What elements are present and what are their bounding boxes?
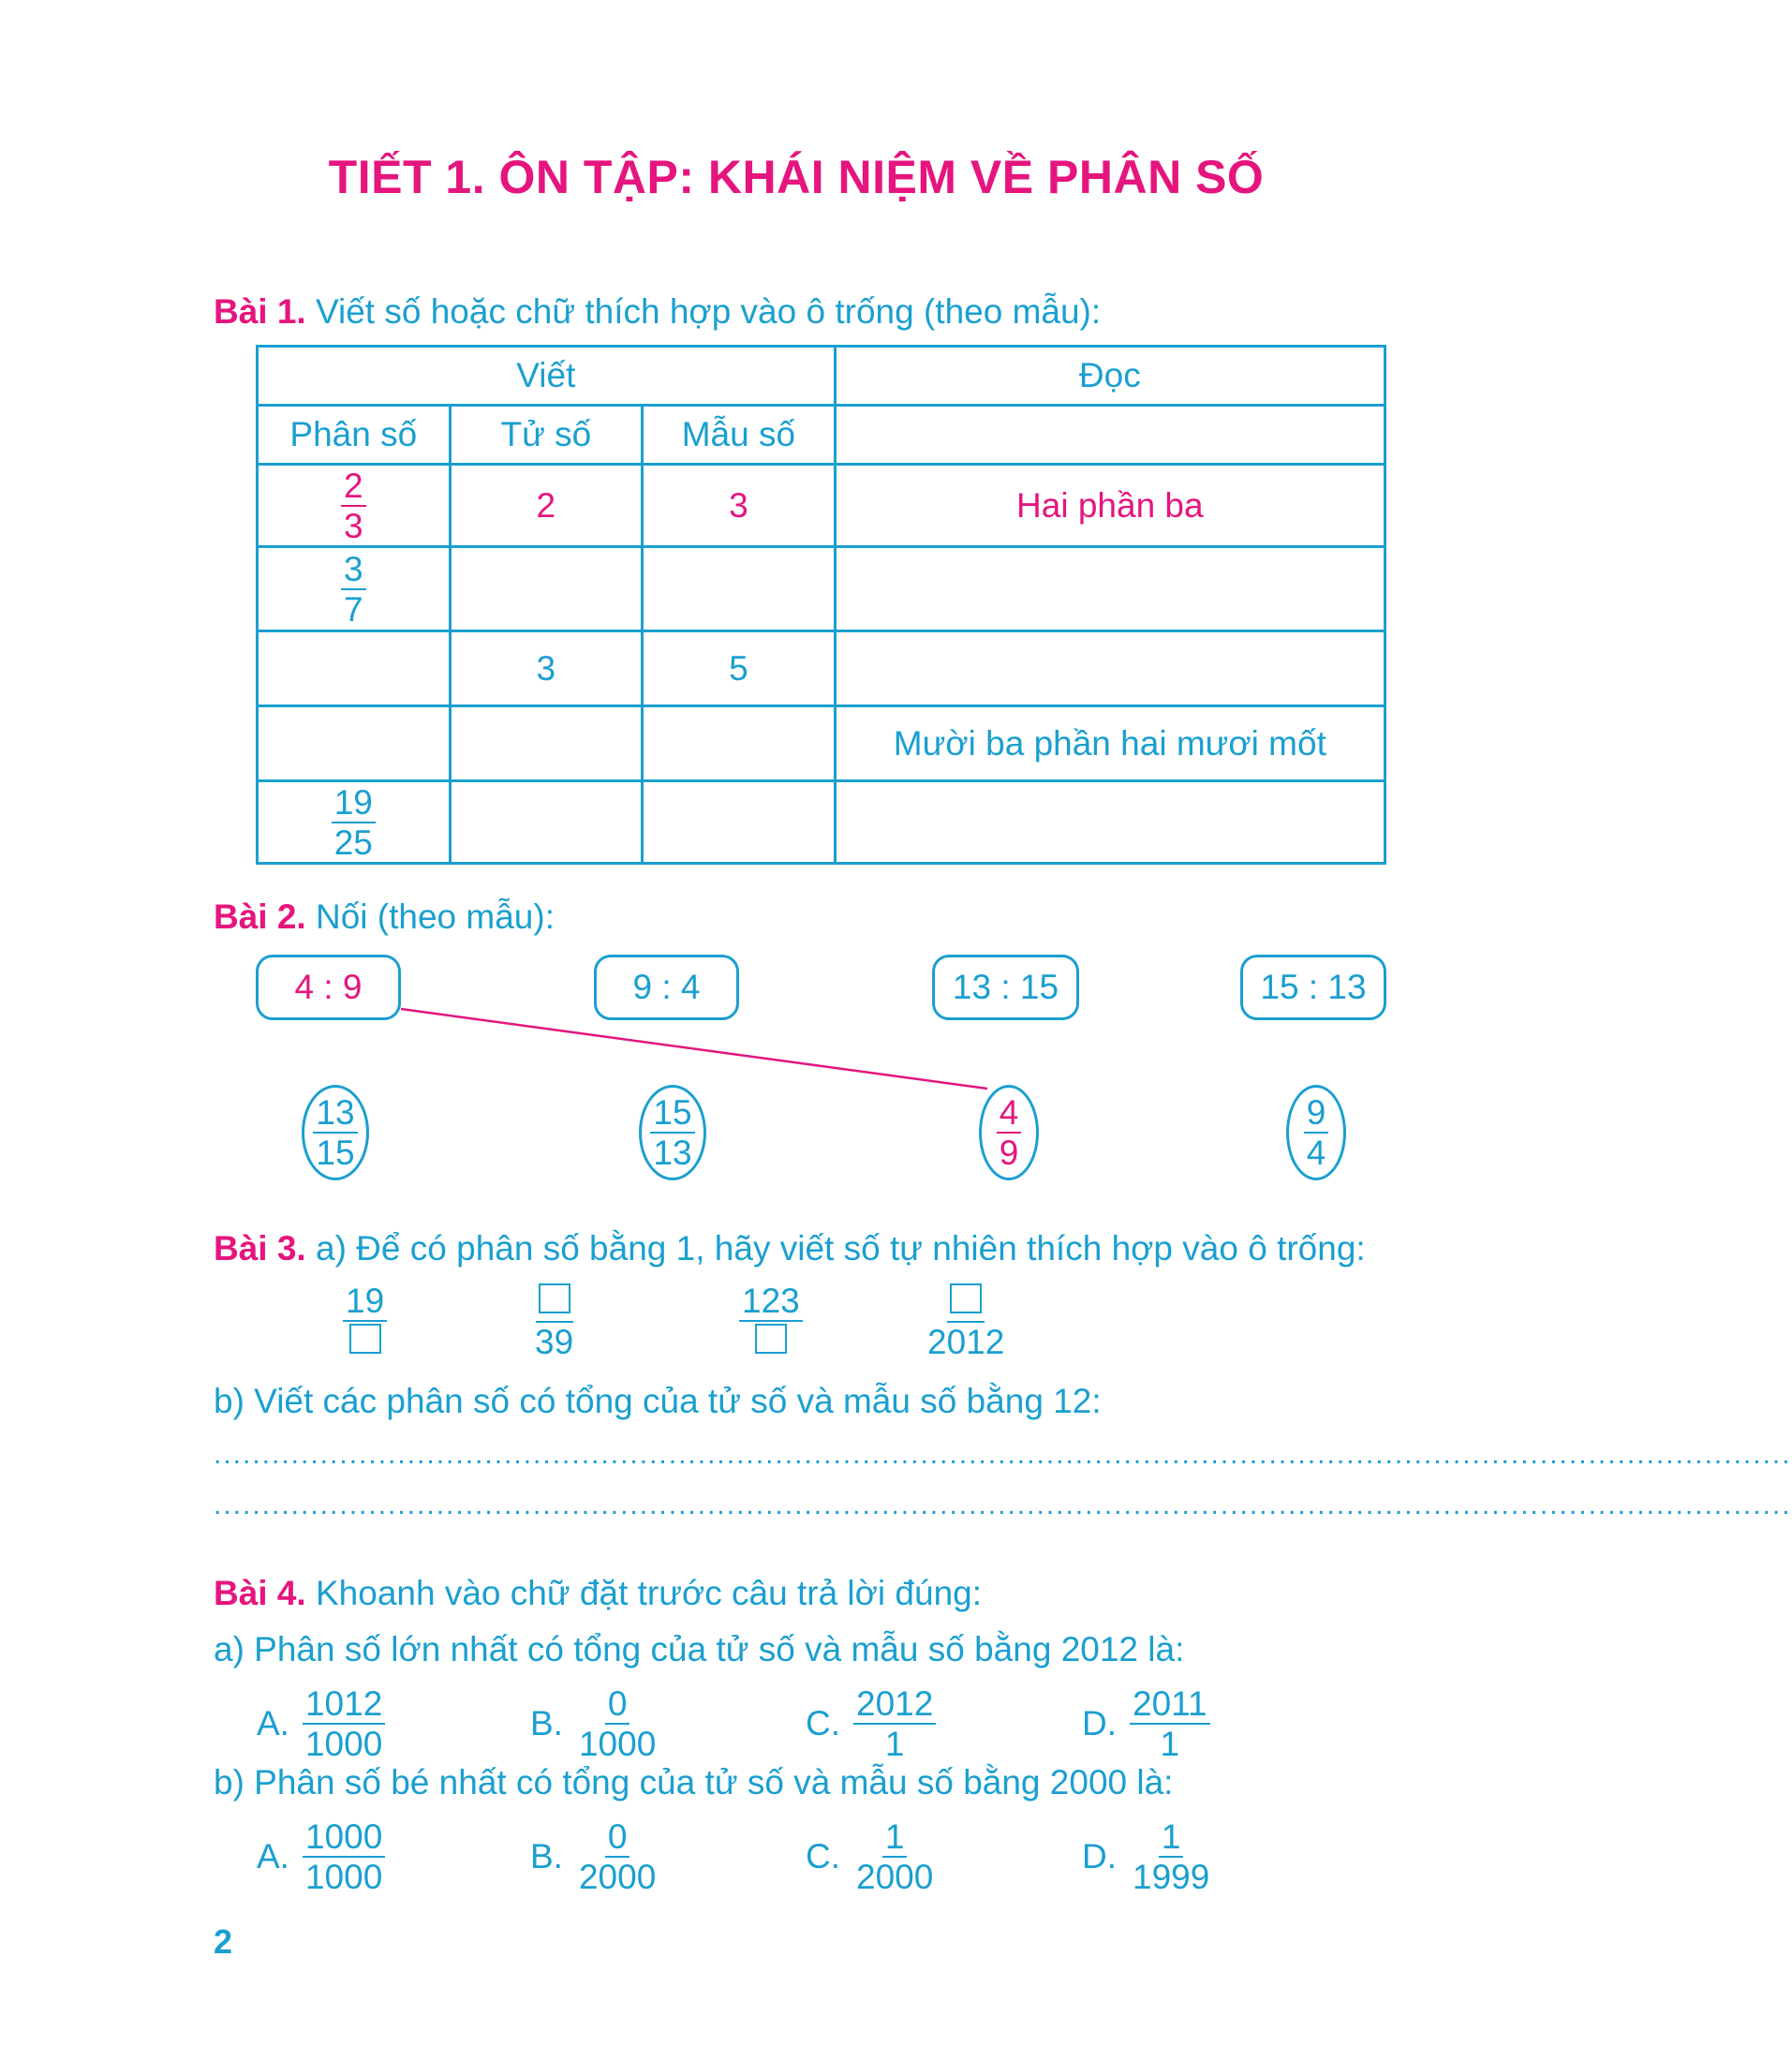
ratio-box[interactable]: 9 : 4 <box>594 955 739 1020</box>
bai4-label: Bài 4. <box>214 1574 306 1612</box>
tu-so-cell: 3 <box>450 631 642 706</box>
fraction-oval[interactable] <box>639 1085 706 1180</box>
option-letter: D. <box>1082 1704 1117 1742</box>
fraction-denominator: 25 <box>333 823 373 862</box>
option-letter: C. <box>806 1704 840 1742</box>
fraction-denominator: 2000 <box>578 1858 657 1896</box>
option-letter: B. <box>530 1837 563 1876</box>
header-viet: Viết <box>258 347 836 406</box>
blank-fraction <box>532 1283 576 1359</box>
fraction-denominator: 4 <box>1306 1134 1326 1172</box>
answer-dotted-line[interactable]: ................................................................................................................................................................... <box>214 1490 1792 1520</box>
fraction-denominator: 9 <box>999 1134 1019 1172</box>
ratio-box[interactable]: 4 : 9 <box>256 955 401 1020</box>
fraction-oval[interactable] <box>1286 1085 1346 1180</box>
blank-fraction <box>739 1283 803 1359</box>
mau-so-cell: 5 <box>643 631 836 706</box>
bai3-instruction-b: b) Viết các phân số có tổng của tử số và mẫu số bằng 12: <box>214 1382 1102 1420</box>
blank-fraction <box>343 1283 387 1359</box>
bai4-instruction: Khoanh vào chữ đặt trước câu trả lời đúng: <box>316 1574 983 1612</box>
answer-option-d[interactable] <box>1082 1819 1212 1894</box>
blank-fraction <box>925 1283 1007 1359</box>
answer-option-c[interactable] <box>806 1686 936 1761</box>
fraction-denominator: 13 <box>653 1134 692 1172</box>
answer-option-c[interactable] <box>806 1819 936 1894</box>
fraction-denominator: 39 <box>535 1323 574 1361</box>
page-title: TIẾT 1. ÔN TẬP: KHÁI NIỆM VỀ PHÂN SỐ <box>328 151 1265 203</box>
fraction-numerator: 0 <box>605 1819 630 1858</box>
bai4-heading <box>214 1574 982 1613</box>
fraction-oval[interactable] <box>302 1085 369 1180</box>
answer-option-b[interactable] <box>530 1819 659 1894</box>
bai1-label: Bài 1. <box>214 292 306 331</box>
fraction-denominator: 3 <box>344 506 363 545</box>
fraction-denominator: 1 <box>884 1725 905 1763</box>
doc-cell: Mười ba phần hai mươi mốt <box>835 706 1385 781</box>
option-letter: A. <box>257 1837 289 1876</box>
ratio-box[interactable]: 15 : 13 <box>1240 955 1386 1020</box>
answer-option-b[interactable] <box>530 1686 659 1761</box>
fraction-numerator: 123 <box>739 1283 803 1322</box>
fraction-denominator: 1000 <box>578 1725 657 1763</box>
fraction-oval[interactable] <box>979 1085 1039 1180</box>
fraction-numerator: 1012 <box>303 1686 385 1725</box>
option-letter: C. <box>806 1837 840 1876</box>
fraction-numerator: 3 <box>341 552 366 590</box>
fraction-numerator: 19 <box>343 1283 387 1322</box>
answer-dotted-line[interactable]: ................................................................................................................................................................... <box>214 1439 1792 1470</box>
header-doc: Đọc <box>835 347 1385 406</box>
bai3-heading <box>214 1229 1366 1268</box>
fraction-denominator <box>347 1322 384 1359</box>
fraction-denominator: 1000 <box>304 1858 383 1896</box>
fraction-denominator: 1000 <box>304 1725 383 1763</box>
blank-box[interactable] <box>755 1324 787 1354</box>
blank-box[interactable] <box>539 1283 570 1313</box>
option-letter: A. <box>257 1704 289 1742</box>
fraction-numerator: 0 <box>605 1686 630 1725</box>
answer-option-a[interactable] <box>257 1819 385 1894</box>
fraction-denominator: 15 <box>316 1134 355 1172</box>
blank-box[interactable] <box>950 1283 982 1313</box>
tu-so-cell: 2 <box>450 465 642 547</box>
fraction-denominator: 2000 <box>856 1858 934 1896</box>
fraction-numerator: 1 <box>1159 1819 1184 1858</box>
fraction-denominator: 2012 <box>927 1323 1005 1361</box>
fraction-numerator: 13 <box>313 1095 357 1134</box>
fraction-numerator: 2011 <box>1130 1686 1210 1725</box>
fraction-numerator: 2012 <box>853 1686 936 1725</box>
bai3-instruction-a: a) Để có phân số bằng 1, hãy viết số tự nhiên thích hợp vào ô trống: <box>316 1229 1366 1268</box>
fraction-denominator: 7 <box>344 589 363 629</box>
fraction-numerator: 1 <box>882 1819 908 1858</box>
bai2-label: Bài 2. <box>214 897 306 936</box>
ratio-box[interactable]: 13 : 15 <box>932 955 1079 1020</box>
fraction-denominator <box>752 1322 790 1359</box>
header-phan-so: Phân số <box>258 406 451 465</box>
header-tu-so: Tử số <box>450 406 642 465</box>
bai1-instruction: Viết số hoặc chữ thích hợp vào ô trống (theo mẫu): <box>316 292 1102 331</box>
option-letter: D. <box>1082 1837 1117 1876</box>
blank-box[interactable] <box>349 1324 381 1354</box>
option-letter: B. <box>530 1704 563 1742</box>
fraction-denominator: 1999 <box>1133 1858 1210 1896</box>
fraction-numerator <box>947 1283 985 1323</box>
bai3-label: Bài 3. <box>214 1229 306 1268</box>
fraction-numerator <box>536 1283 573 1323</box>
fraction-denominator: 1 <box>1160 1725 1180 1763</box>
page-number: 2 <box>214 1922 233 1961</box>
bai4-question-a: a) Phân số lớn nhất có tổng của tử số và mẫu số bằng 2012 là: <box>214 1630 1185 1668</box>
bai4-question-b: b) Phân số bé nhất có tổng của tử số và mẫu số bằng 2000 là: <box>214 1763 1174 1802</box>
mau-so-cell: 3 <box>643 465 836 547</box>
fraction-numerator: 2 <box>341 468 366 507</box>
fraction-numerator: 4 <box>997 1095 1022 1134</box>
fraction-numerator: 15 <box>650 1095 694 1134</box>
answer-option-d[interactable] <box>1082 1686 1210 1761</box>
fraction-numerator: 1000 <box>303 1819 385 1858</box>
header-mau-so: Mẫu số <box>643 406 836 465</box>
match-line <box>401 1009 987 1089</box>
fraction-numerator: 19 <box>332 785 376 823</box>
fraction-numerator: 9 <box>1304 1095 1329 1134</box>
bai2-instruction: Nối (theo mẫu): <box>316 897 555 936</box>
doc-cell: Hai phần ba <box>835 465 1385 547</box>
answer-option-a[interactable] <box>257 1686 385 1761</box>
